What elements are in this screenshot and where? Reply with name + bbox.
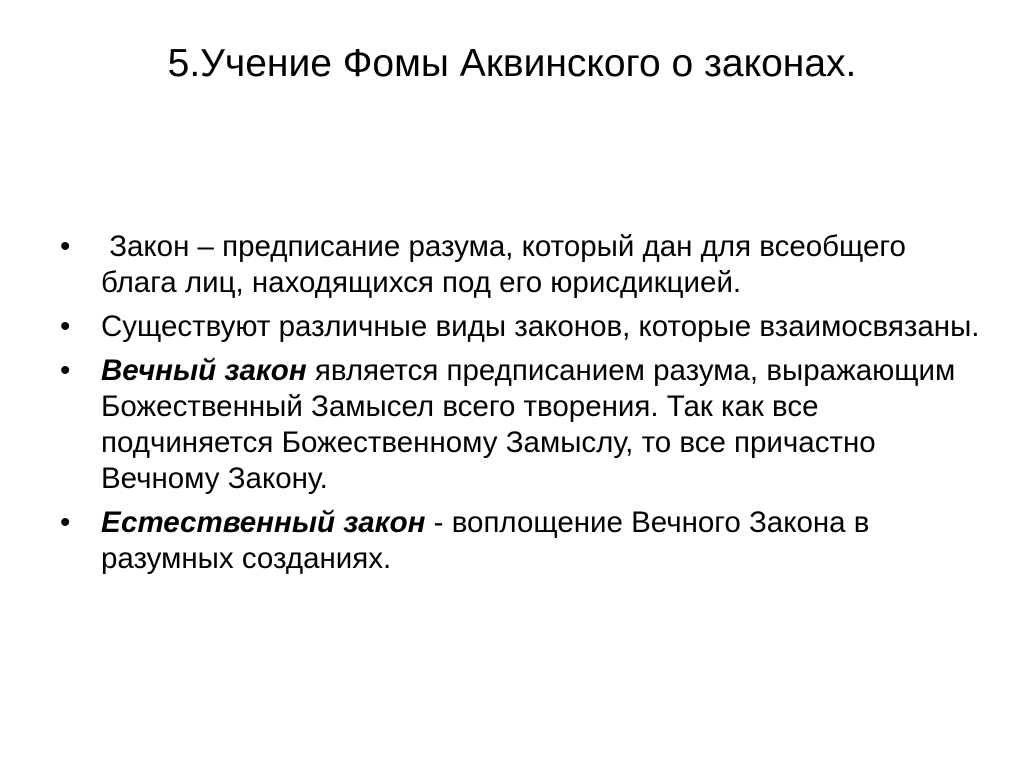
bullet-lead-space bbox=[101, 230, 109, 263]
bullet-icon: • bbox=[60, 230, 71, 263]
bullet-item bbox=[58, 505, 988, 577]
bullet-text: Существуют различные виды законов, которые взаимосвязаны. bbox=[101, 310, 980, 343]
bullet-item bbox=[58, 309, 988, 345]
bullet-list bbox=[58, 229, 988, 577]
slide-title: 5.Учение Фомы Аквинского о законах. bbox=[167, 42, 857, 85]
bullet-icon: • bbox=[60, 506, 71, 539]
bullet-text: является предписанием разума, выражающим Божественный Замысел всего творения. Так как все подчиняется Божественному Замыслу, то все причастно Вечному Закону. bbox=[101, 354, 956, 495]
bullet-term: Естественный закон bbox=[101, 506, 426, 539]
bullet-text: Закон – предписание разума, который дан для всеобщего блага лиц, находящихся под его юрисдикцией. bbox=[101, 230, 906, 299]
bullet-item bbox=[58, 229, 988, 301]
bullet-icon: • bbox=[60, 310, 71, 343]
bullet-icon: • bbox=[60, 354, 71, 387]
bullet-term: Вечный закон bbox=[101, 354, 307, 387]
slide-content bbox=[58, 229, 988, 585]
bullet-item bbox=[58, 353, 988, 497]
bullet-text: - воплощение Вечного Закона в разумных созданиях. bbox=[101, 506, 870, 575]
